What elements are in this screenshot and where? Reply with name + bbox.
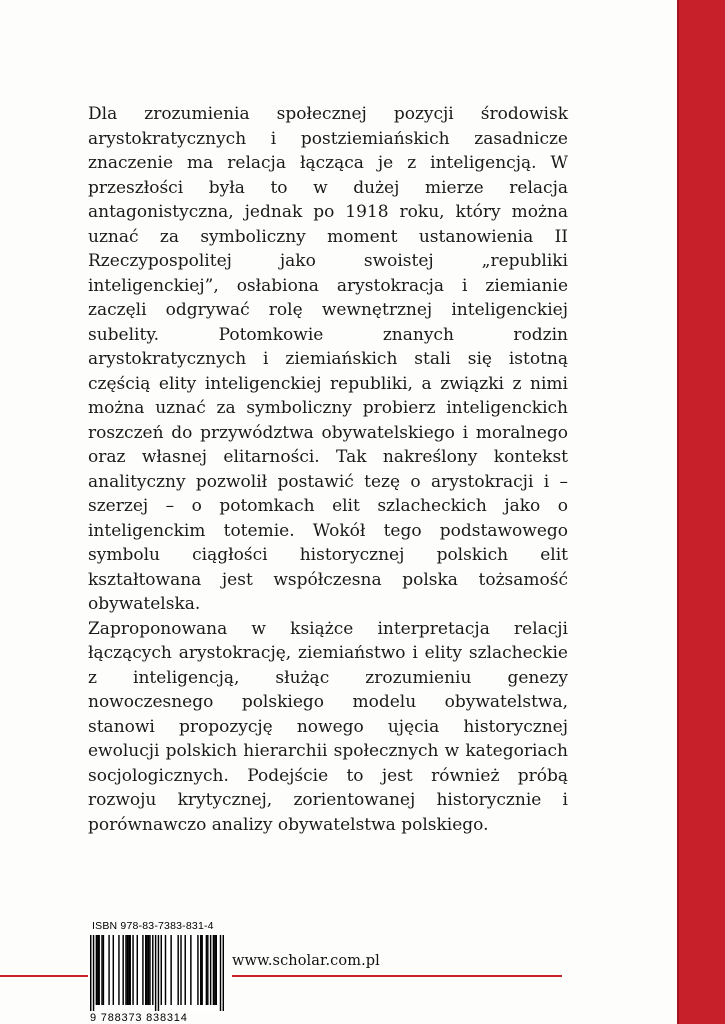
blurb-paragraph-2: Zaproponowana w książce interpretacja relacji łączących arystokrację, ziemiaństwo i elity szlacheckie z inteligencją, służąc zrozumieniu genezy nowoczesnego polskiego modelu obywatelstwa, stanowi propozycję nowego ujęcia historycznej ewolucji polskich hierarchii społecznych w kategoriach socjologicznych. Podejście to jest również próbą rozwoju krytycznej, zorientowanej historycznie i porównawczo analizy obywatelstwa polskiego. xyxy=(88,618,568,835)
barcode-bar xyxy=(190,935,191,1005)
barcode-bar xyxy=(161,935,162,1005)
barcode-bar xyxy=(207,935,208,1005)
barcode xyxy=(90,935,224,1011)
barcode-bar xyxy=(125,935,126,1005)
barcode-bar xyxy=(108,935,109,1005)
barcode-bar xyxy=(223,935,224,1011)
publisher-website: www.scholar.com.pl xyxy=(232,953,380,969)
barcode-bar xyxy=(177,935,178,1005)
barcode-bar xyxy=(170,935,171,1005)
barcode-bar xyxy=(201,935,202,1005)
barcode-bar xyxy=(155,935,156,1011)
barcode-bar xyxy=(200,935,201,1005)
barcode-bar xyxy=(216,935,217,1005)
barcode-bar xyxy=(165,935,166,1005)
barcode-bar xyxy=(137,935,138,1005)
barcode-bar xyxy=(148,935,149,1005)
barcode-bar xyxy=(197,935,198,1005)
barcode-bar xyxy=(180,935,181,1005)
barcode-graphic xyxy=(90,935,224,1011)
barcode-digits: 9 788373 838314 xyxy=(90,1012,188,1024)
barcode-bar xyxy=(129,935,130,1005)
barcode-bar xyxy=(158,935,159,1011)
barcode-bar xyxy=(127,935,128,1005)
blurb-paragraph-1: Dla zrozumienia społecznej pozycji środowisk arystokratycznych i postziemiańskich zasadnicze znaczenie ma relacja łącząca je z inteligencją. W przeszłości była to w dużej mierze relacja antagonistyczna, jednak po 1918 roku, który można uznać za symboliczny moment ustanowienia II Rzeczypospolitej jako swoistej „republiki inteligenckiej”, osłabiona arystokracja i ziemianie zaczęli odgrywać rolę wewnętrznej inteligenckiej subelity. Potomkowie znanych rodzin arystokratycznych i ziemiańskich stali się istotną częścią elity inteligenckiej republiki, a związki z nimi można uznać za symboliczny probierz inteligenckich roszczeń do przywództwa obywatelskiego i moralnego oraz własnej elitarności. Tak nakreślony kontekst analityczny pozwolił postawić tezę o arystokracji i – szerzej – o potomkach elit szlacheckich jako o inteligenckim totemie. Wokół tego podstawowego symbolu ciągłości historycznej polskich elit kształtowana jest współczesna polska tożsamość obywatelska. xyxy=(88,104,568,614)
barcode-bar xyxy=(90,935,91,1011)
barcode-bar xyxy=(145,935,146,1005)
red-rule-right xyxy=(232,975,562,977)
barcode-bar xyxy=(128,935,129,1005)
barcode-bar xyxy=(220,935,221,1011)
barcode-bar xyxy=(113,935,114,1005)
barcode-bar xyxy=(132,935,133,1005)
isbn-block xyxy=(90,920,230,1024)
barcode-bar xyxy=(93,935,94,1011)
barcode-bar xyxy=(98,935,99,1005)
barcode-bar xyxy=(142,935,143,1005)
barcode-bar xyxy=(152,935,153,1005)
barcode-bar xyxy=(101,935,102,1005)
barcode-bar xyxy=(118,935,119,1005)
red-spine-band xyxy=(677,0,725,1024)
barcode-bar xyxy=(210,935,211,1005)
barcode-bar xyxy=(206,935,207,1005)
barcode-bar xyxy=(122,935,123,1005)
barcode-bar xyxy=(96,935,97,1005)
barcode-bar xyxy=(214,935,215,1005)
red-rule-left xyxy=(0,975,88,977)
barcode-bar xyxy=(146,935,147,1005)
blurb-text xyxy=(88,102,568,837)
barcode-bar xyxy=(97,935,98,1005)
barcode-bar xyxy=(149,935,150,1005)
barcode-bar xyxy=(185,935,186,1005)
barcode-bar xyxy=(103,935,104,1005)
isbn-label: ISBN 978-83-7383-831-4 xyxy=(92,920,214,932)
barcode-bar xyxy=(213,935,214,1005)
